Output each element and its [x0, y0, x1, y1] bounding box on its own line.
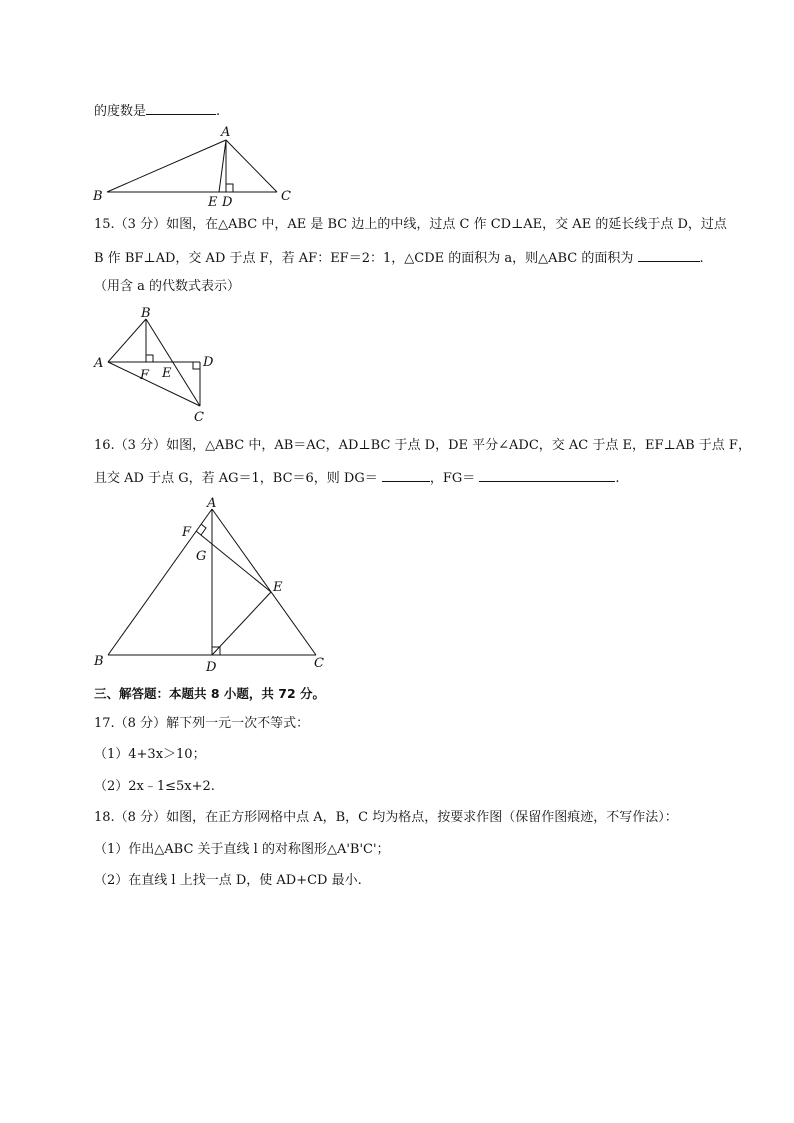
- fig14-segment-ae: [219, 140, 226, 192]
- fig14-side-ab: [107, 140, 226, 192]
- fig16-label-e: E: [273, 580, 283, 595]
- q17-part-1: （1）4+3x＞10；: [94, 747, 206, 762]
- fig15-right-angle-d: [193, 362, 200, 369]
- q15-line-1: 15.（3 分）如图，在△ABC 中，AE 是 BC 边上的中线，过点 C 作 CD⊥AE，交 AE 的延长线于点 D，过点: [94, 217, 727, 232]
- fig16-segment-de: [212, 592, 271, 655]
- q15-line-2: [94, 247, 704, 269]
- fig14-label-c: C: [281, 189, 291, 204]
- figure-15: [90, 305, 230, 425]
- q15-line-2-end: .: [699, 251, 704, 266]
- q14-tail: [94, 100, 220, 122]
- section-3-title: 三、解答题：本题共 8 小题，共 72 分。: [94, 686, 326, 701]
- fig15-label-b: B: [141, 306, 151, 321]
- fig16-segment-ef: [196, 531, 271, 592]
- fig15-label-e: E: [162, 366, 172, 381]
- fig16-label-b: B: [94, 654, 104, 669]
- figure-16: [90, 495, 340, 675]
- figure-14: [85, 120, 305, 210]
- q14-tail-text: 的度数是: [94, 104, 147, 119]
- q16-line-2: [94, 467, 620, 489]
- q14-tail-end: .: [216, 104, 221, 119]
- fig14-label-a: A: [221, 125, 231, 140]
- q16-answer-blank-dg[interactable]: [382, 467, 430, 482]
- q18-part-2: （2）在直线 l 上找一点 D，使 AD+CD 最小.: [94, 873, 362, 888]
- fig16-label-g: G: [196, 549, 207, 564]
- fig14-side-ac: [226, 140, 277, 192]
- fig15-label-f: F: [140, 368, 150, 383]
- fig16-label-f: F: [182, 525, 192, 540]
- fig15-label-c: C: [194, 410, 204, 425]
- fig16-right-angle-f: [201, 524, 206, 535]
- fig16-label-a: A: [207, 496, 217, 511]
- q18-part-1: （1）作出△ABC 关于直线 l 的对称图形△A'B'C'；: [94, 842, 390, 857]
- q17-part-2: （2）2x﹣1≤5x+2.: [94, 779, 215, 794]
- fig15-label-d: D: [203, 355, 214, 370]
- fig16-label-c: C: [314, 656, 324, 671]
- fig16-label-d: D: [206, 660, 217, 675]
- fig14-label-d: D: [222, 195, 233, 210]
- q15-answer-blank[interactable]: [638, 247, 700, 262]
- fig15-right-angle-f: [146, 355, 153, 362]
- q16-line-1: 16.（3 分）如图，△ABC 中，AB＝AC，AD⊥BC 于点 D，DE 平分∠ADC，交 AC 于点 E，EF⊥AB 于点 F，: [94, 438, 751, 453]
- fig14-label-e: E: [208, 195, 218, 210]
- q16-line-2-end: .: [615, 471, 620, 486]
- q16-line-2b: ，FG＝: [429, 471, 476, 486]
- fig14-label-b: B: [93, 189, 103, 204]
- q14-answer-blank[interactable]: [146, 100, 216, 115]
- fig16-side-ac: [212, 509, 316, 655]
- q17-title: 17.（8 分）解下列一元一次不等式：: [94, 716, 310, 731]
- q16-line-2a: 且交 AD 于点 G，若 AG＝1，BC＝6，则 DG＝: [94, 471, 378, 486]
- fig15-segment-ab: [108, 319, 146, 362]
- q15-line-3: （用含 a 的代数式表示）: [94, 279, 241, 294]
- fig15-label-a: A: [94, 356, 104, 371]
- q15-line-2-text: B 作 BF⊥AD，交 AD 于点 F，若 AF：EF＝2：1，△CDE 的面积为 a，则△ABC 的面积为: [94, 251, 634, 266]
- q18-title: 18.（8 分）如图，在正方形网格中点 A，B，C 均为格点，按要求作图（保留作图痕迹，不写作法）：: [94, 810, 678, 825]
- fig14-right-angle-mark: [226, 184, 233, 192]
- q16-answer-blank-fg[interactable]: [479, 467, 615, 482]
